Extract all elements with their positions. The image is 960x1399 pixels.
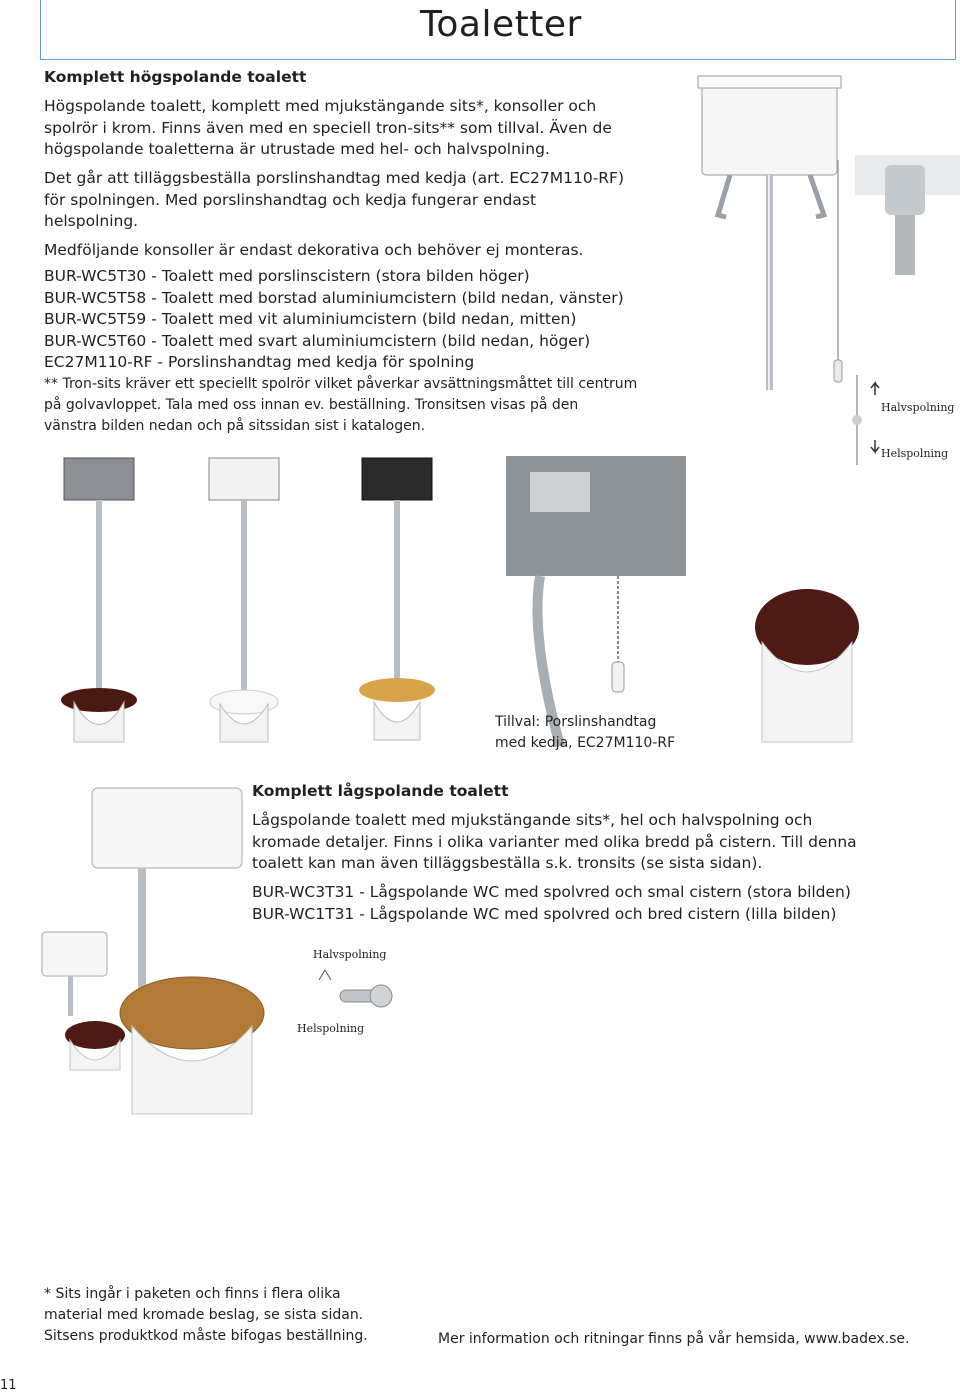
text-line: helspolning. [44,212,139,230]
caption-line: Tillval: Porslinshandtag [495,714,657,730]
text-line: för spolningen. Med porslinshandtag och kedja fungerar endast [44,190,537,209]
product-line: BUR-WC5T60 - Toalett med svart aluminiumcistern (bild nedan, höger) [44,331,591,350]
low-cistern-toilet-image [40,778,270,1118]
section-heading-high: Komplett högspolande toalett [44,68,307,86]
text-line: på golvavloppet. Tala med oss innan ev. beställning. Tronsitsen visas på den [44,397,579,413]
low-intro [252,810,857,875]
low-product-list [252,882,851,925]
porcelain-handle-chain-image [500,452,860,752]
text-line: Högspolande toalett, komplett med mjukstängande sits*, konsoller och [44,97,597,115]
text-line: toalett kan man även tilläggsbeställa s.k. tronsits (se sista sidan). [252,854,763,872]
variant-black-aluminium [359,458,435,740]
product-line: EC27M110-RF - Porslinshandtag med kedja för spolning [44,353,475,371]
text-line: spolrör i krom. Finns även med en speciell tron-sits** som tillval. Även de [44,118,612,137]
low-full-flush-label: Helspolning [297,1022,365,1035]
tron-note [44,374,637,437]
flush-lever-diagram [845,365,960,475]
text-line: kromade detaljer. Finns i olika varianter med olika bredd på cistern. Till denna [252,832,857,851]
more-info-note: Mer information och ritningar finns på vår hemsida, www.badex.se. [438,1331,910,1347]
text-line: Lågspolande toalett med mjukstängande sits*, hel och halvspolning och [252,811,813,829]
product-line: BUR-WC1T31 - Lågspolande WC med spolvred och bred cistern (lilla bilden) [252,904,837,923]
text-line: Sitsens produktkod måste bifogas beställning. [44,1328,368,1344]
text-line: Det går att tilläggsbeställa porslinshandtag med kedja (art. EC27M110-RF) [44,169,625,187]
high-cistern-toilet-image [690,70,960,400]
section-heading-low: Komplett lågspolande toalett [252,782,509,800]
low-flush-lever-diagram [285,940,415,1050]
text-line: material med kromade beslag, se sista sidan. [44,1307,364,1323]
high-addon [44,168,624,233]
high-cistern-variants-image [44,452,454,752]
page-number: 11 [0,1378,17,1393]
variant-white-aluminium [209,458,279,742]
low-half-flush-label: Halvspolning [313,948,387,961]
half-flush-label: Halvspolning [881,401,955,414]
product-line: BUR-WC5T30 - Toalett med porslinscistern (stora bilden höger) [44,267,530,285]
product-line: BUR-WC5T58 - Toalett med borstad aluminiumcistern (bild nedan, vänster) [44,288,624,307]
seat-footnote [44,1284,368,1347]
text-line: * Sits ingår i paketen och finns i flera olika [44,1286,341,1302]
text-line: högspolande toaletterna är utrustade med hel- och halvspolning. [44,140,550,158]
optional-handle-caption [495,712,675,754]
high-product-list [44,266,624,374]
text-line: ** Tron-sits kräver ett speciellt spolrör vilket påverkar avsättningsmåttet till centrum [44,376,638,392]
variant-brushed-aluminium [61,458,137,742]
product-line: BUR-WC3T31 - Lågspolande WC med spolvred och smal cistern (stora bilden) [252,883,851,901]
page-title: Toaletter [420,4,582,45]
caption-line: med kedja, EC27M110-RF [495,735,676,751]
product-line: BUR-WC5T59 - Toalett med vit aluminiumcistern (bild nedan, mitten) [44,310,577,328]
high-intro [44,96,612,161]
brackets-note: Medföljande konsoller är endast dekorativa och behöver ej monteras. [44,241,584,259]
text-line: vänstra bilden nedan och på sitssidan sist i katalogen. [44,418,426,434]
full-flush-label: Helspolning [881,447,949,460]
